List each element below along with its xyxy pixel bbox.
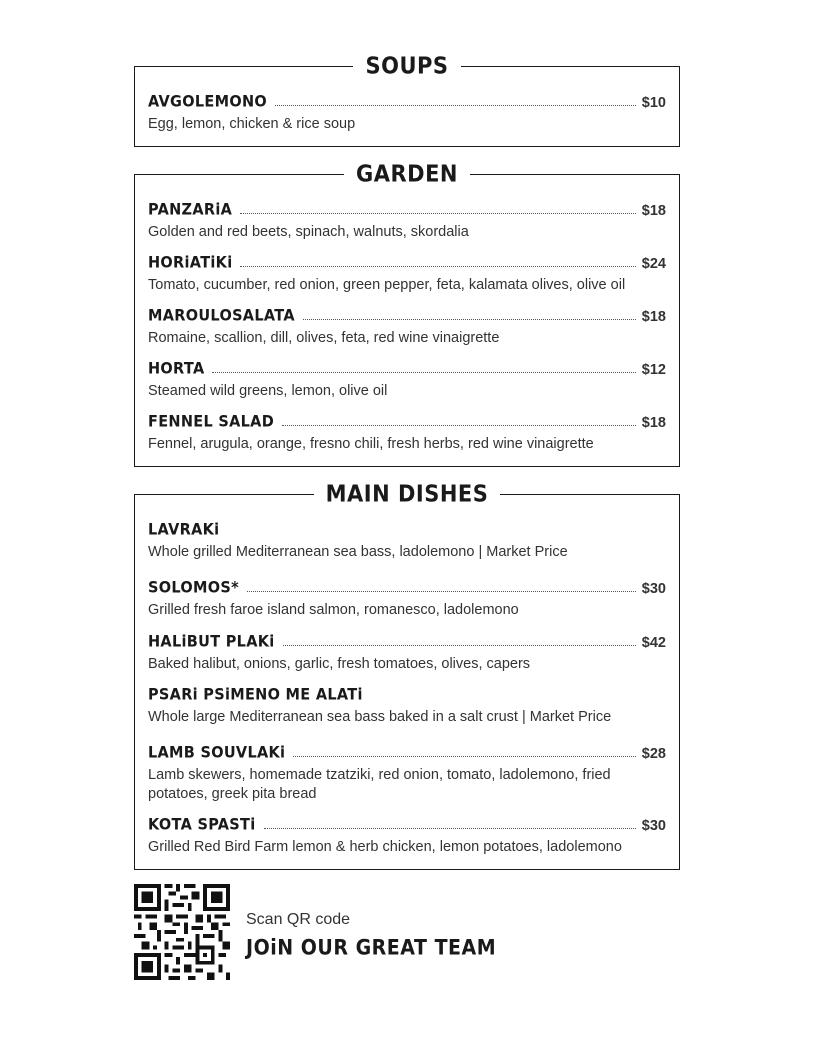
- item-price: $12: [641, 362, 666, 378]
- item-name: PSARi PSiMENO ME ALATi: [148, 686, 363, 704]
- menu-item: [148, 740, 666, 804]
- item-description: Baked halibut, onions, garlic, fresh tomatoes, olives, capers: [148, 656, 531, 672]
- item-description: Tomato, cucumber, red onion, green pepper, feta, kalamata olives, olive oil: [148, 277, 626, 293]
- menu-item: [148, 682, 666, 727]
- item-name: LAVRAKi: [148, 521, 220, 539]
- section-title: SOUPS: [353, 50, 460, 83]
- garden-section: [134, 160, 680, 467]
- qr-code-icon[interactable]: [134, 884, 230, 980]
- soups-section: [134, 52, 680, 147]
- item-name: HALiBUT PLAKi: [148, 633, 275, 651]
- section-title: GARDEN: [344, 158, 470, 191]
- menu-item: [148, 197, 666, 242]
- item-price: $30: [641, 818, 666, 834]
- item-price: $18: [641, 203, 666, 219]
- item-description: Grilled Red Bird Farm lemon & herb chicken, lemon potatoes, ladolemono: [148, 839, 622, 855]
- item-price: $10: [641, 95, 666, 111]
- menu-item: [148, 250, 666, 295]
- menu-item: [148, 629, 666, 674]
- item-description: Fennel, arugula, orange, fresno chili, fresh herbs, red wine vinaigrette: [148, 436, 594, 452]
- menu-item: [148, 812, 666, 857]
- item-price: $18: [641, 415, 666, 431]
- menu-item: [148, 356, 666, 401]
- item-description: Grilled fresh faroe island salmon, romanesco, ladolemono: [148, 602, 519, 618]
- item-name: SOLOMOS*: [148, 579, 239, 597]
- qr-caption: Scan QR code: [246, 911, 351, 928]
- item-name: KOTA SPASTi: [148, 816, 256, 834]
- item-name: AVGOLEMONO: [148, 93, 268, 111]
- item-name: FENNEL SALAD: [148, 413, 275, 431]
- item-price: $24: [641, 256, 666, 272]
- item-name: HORTA: [148, 360, 205, 378]
- item-description: Steamed wild greens, lemon, olive oil: [148, 383, 388, 399]
- item-price: $42: [641, 635, 666, 651]
- item-name: HORiATiKi: [148, 254, 233, 272]
- item-name: PANZARiA: [148, 201, 233, 219]
- main-dishes-section: [134, 480, 680, 870]
- section-title: MAIN DISHES: [314, 478, 501, 511]
- join-team-link[interactable]: JOiN OUR GREAT TEAM: [246, 936, 497, 961]
- item-name: LAMB SOUVLAKi: [148, 744, 286, 762]
- menu-item: [148, 89, 666, 134]
- item-price: $30: [641, 581, 666, 597]
- menu-item: [148, 517, 666, 562]
- item-description: Whole grilled Mediterranean sea bass, ladolemono | Market Price: [148, 544, 568, 560]
- item-description: Whole large Mediterranean sea bass baked in a salt crust | Market Price: [148, 709, 612, 725]
- item-name: MAROULOSALATA: [148, 307, 295, 325]
- menu-item: [148, 575, 666, 620]
- item-description: Lamb skewers, homemade tzatziki, red onion, tomato, ladolemono, fried potatoes, greek pita bread: [148, 767, 611, 802]
- item-description: Golden and red beets, spinach, walnuts, skordalia: [148, 224, 469, 240]
- item-price: $28: [641, 746, 666, 762]
- menu-item: [148, 409, 666, 454]
- menu-item: [148, 303, 666, 348]
- item-description: Romaine, scallion, dill, olives, feta, red wine vinaigrette: [148, 330, 500, 346]
- item-description: Egg, lemon, chicken & rice soup: [148, 116, 356, 132]
- item-price: $18: [641, 309, 666, 325]
